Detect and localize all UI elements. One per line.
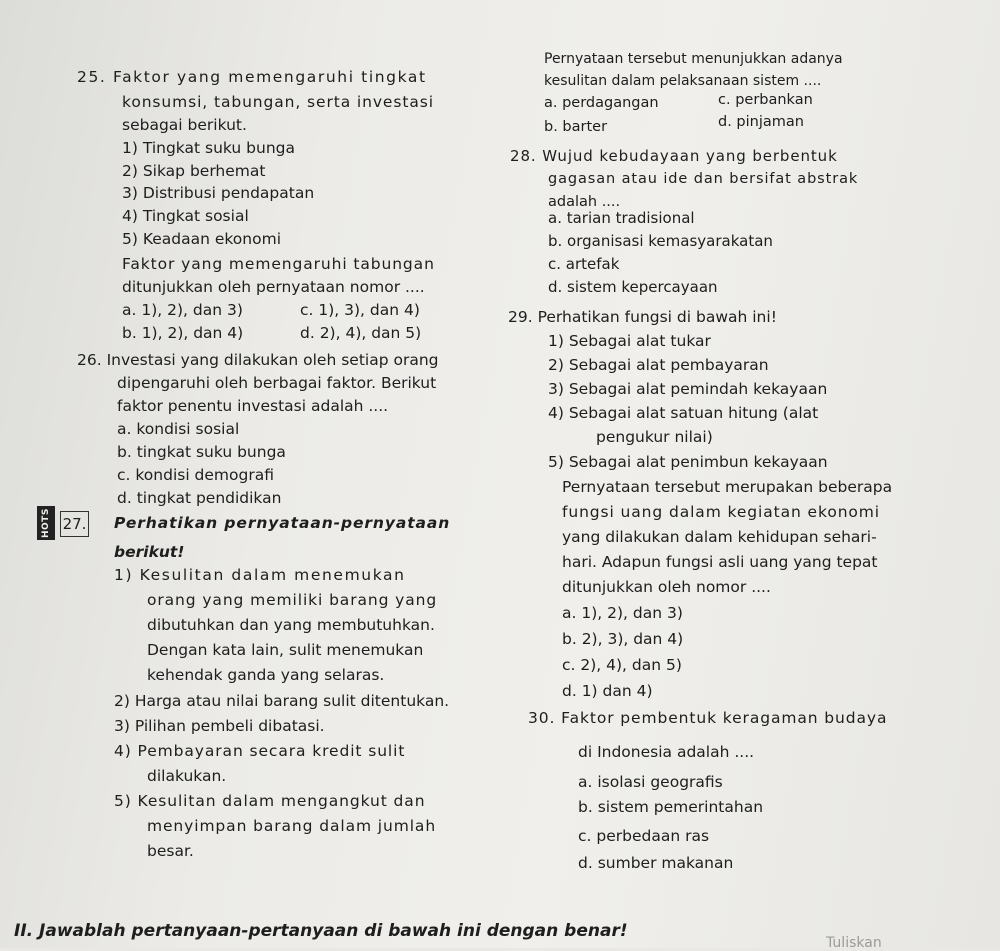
q28-option-b: b. organisasi kemasyarakatan [548,232,773,250]
q28-stem-line1: 28. Wujud kebudayaan yang berbentuk [510,147,838,165]
q28-option-d: d. sistem kepercayaan [548,278,718,296]
q25-option-c: c. 1), 3), dan 4) [300,301,420,319]
q27-title-line2: berikut! [114,543,185,561]
q26-stem-line1: 26. Investasi yang dilakukan oleh setiap orang [77,351,439,369]
q29-question-line3: yang dilakukan dalam kehidupan sehari- [562,528,877,546]
q27-line-4: Dengan kata lain, sulit menemukan [147,641,424,659]
q25-question-line1: Faktor yang memengaruhi tabungan [122,255,435,273]
q27-conclusion-line1: Pernyataan tersebut menunjukkan adanya [544,51,843,67]
q27-option-b: b. barter [544,119,608,135]
q29-question-line4: hari. Adapun fungsi asli uang yang tepat [562,553,878,571]
q26-stem-line2: dipengaruhi oleh berbagai faktor. Berikut [117,374,437,392]
q25-question-line2: ditunjukkan oleh pernyataan nomor .... [122,278,425,296]
q27-line-2: orang yang memiliki barang yang [147,591,438,609]
q26-option-c: c. kondisi demografi [117,466,274,484]
q29-item-4-cont: pengukur nilai) [596,428,713,446]
q25-item-2: 2) Sikap berhemat [122,162,266,180]
q26-stem-line3: faktor penentu investasi adalah .... [117,397,389,415]
q30-option-a: a. isolasi geografis [578,773,723,791]
footer-fragment: Tuliskan [826,935,882,951]
q30-option-d: d. sumber makanan [578,854,734,872]
q25-stem-line1: 25. Faktor yang memengaruhi tingkat [77,68,427,86]
q29-item-2: 2) Sebagai alat pembayaran [548,356,769,374]
q27-line-12: besar. [147,842,194,860]
q30-stem-line1: 30. Faktor pembentuk keragaman budaya [528,709,888,727]
q25-option-d: d. 2), 4), dan 5) [300,324,422,342]
q29-item-3: 3) Sebagai alat pemindah kekayaan [548,380,828,398]
q27-line-7: 3) Pilihan pembeli dibatasi. [114,717,325,735]
q29-item-1: 1) Sebagai alat tukar [548,332,711,350]
q27-line-3: dibutuhkan dan yang membutuhkan. [147,616,435,634]
q25-option-a: a. 1), 2), dan 3) [122,301,243,319]
q29-item-5: 5) Sebagai alat penimbun kekayaan [548,453,828,471]
hots-badge: HOTS [37,506,55,540]
section-2-heading: II. Jawablah pertanyaan-pertanyaan di bawah ini dengan benar! [14,921,628,941]
q29-item-4: 4) Sebagai alat satuan hitung (alat [548,404,819,422]
q27-title-line1: Perhatikan pernyataan-pernyataan [114,514,451,532]
q30-option-b: b. sistem pemerintahan [578,798,764,816]
q26-option-b: b. tingkat suku bunga [117,443,286,461]
q27-line-9: dilakukan. [147,767,227,785]
q29-question-line1: Pernyataan tersebut merupakan beberapa [562,478,893,496]
q29-option-d: d. 1) dan 4) [562,682,653,700]
q25-option-b: b. 1), 2), dan 4) [122,324,244,342]
q27-line-10: 5) Kesulitan dalam mengangkut dan [114,792,426,810]
q27-line-11: menyimpan barang dalam jumlah [147,817,437,835]
q29-option-b: b. 2), 3), dan 4) [562,630,684,648]
q26-option-d: d. tingkat pendidikan [117,489,282,507]
q27-option-d: d. pinjaman [718,114,804,130]
q27-line-1: 1) Kesulitan dalam menemukan [114,566,406,584]
q27-option-a: a. perdagangan [544,95,659,111]
q28-stem-line3: adalah .... [548,194,621,210]
q29-stem: 29. Perhatikan fungsi di bawah ini! [508,308,777,326]
q27-option-c: c. perbankan [718,92,813,108]
q27-conclusion-line2: kesulitan dalam pelaksanaan sistem .... [544,73,822,89]
q26-option-a: a. kondisi sosial [117,420,240,438]
q25-stem-line3: sebagai berikut. [122,116,247,134]
q27-line-8: 4) Pembayaran secara kredit sulit [114,742,406,760]
q30-stem-line2: di Indonesia adalah .... [578,743,755,761]
q25-item-5: 5) Keadaan ekonomi [122,230,282,248]
q30-option-c: c. perbedaan ras [578,827,710,845]
q29-option-c: c. 2), 4), dan 5) [562,656,682,674]
q28-stem-line2: gagasan atau ide dan bersifat abstrak [548,171,859,187]
q29-question-line5: ditunjukkan oleh nomor .... [562,578,771,596]
q28-option-c: c. artefak [548,255,620,273]
q25-item-1: 1) Tingkat suku bunga [122,139,295,157]
q27-line-5: kehendak ganda yang selaras. [147,666,385,684]
q25-item-4: 4) Tingkat sosial [122,207,249,225]
q25-stem-line2: konsumsi, tabungan, serta investasi [122,93,434,111]
q29-option-a: a. 1), 2), dan 3) [562,604,683,622]
q27-line-6: 2) Harga atau nilai barang sulit ditentukan. [114,692,450,710]
q29-question-line2: fungsi uang dalam kegiatan ekonomi [562,503,881,521]
q25-item-3: 3) Distribusi pendapatan [122,184,315,202]
q27-number: 27. [60,511,89,537]
q28-option-a: a. tarian tradisional [548,209,695,227]
